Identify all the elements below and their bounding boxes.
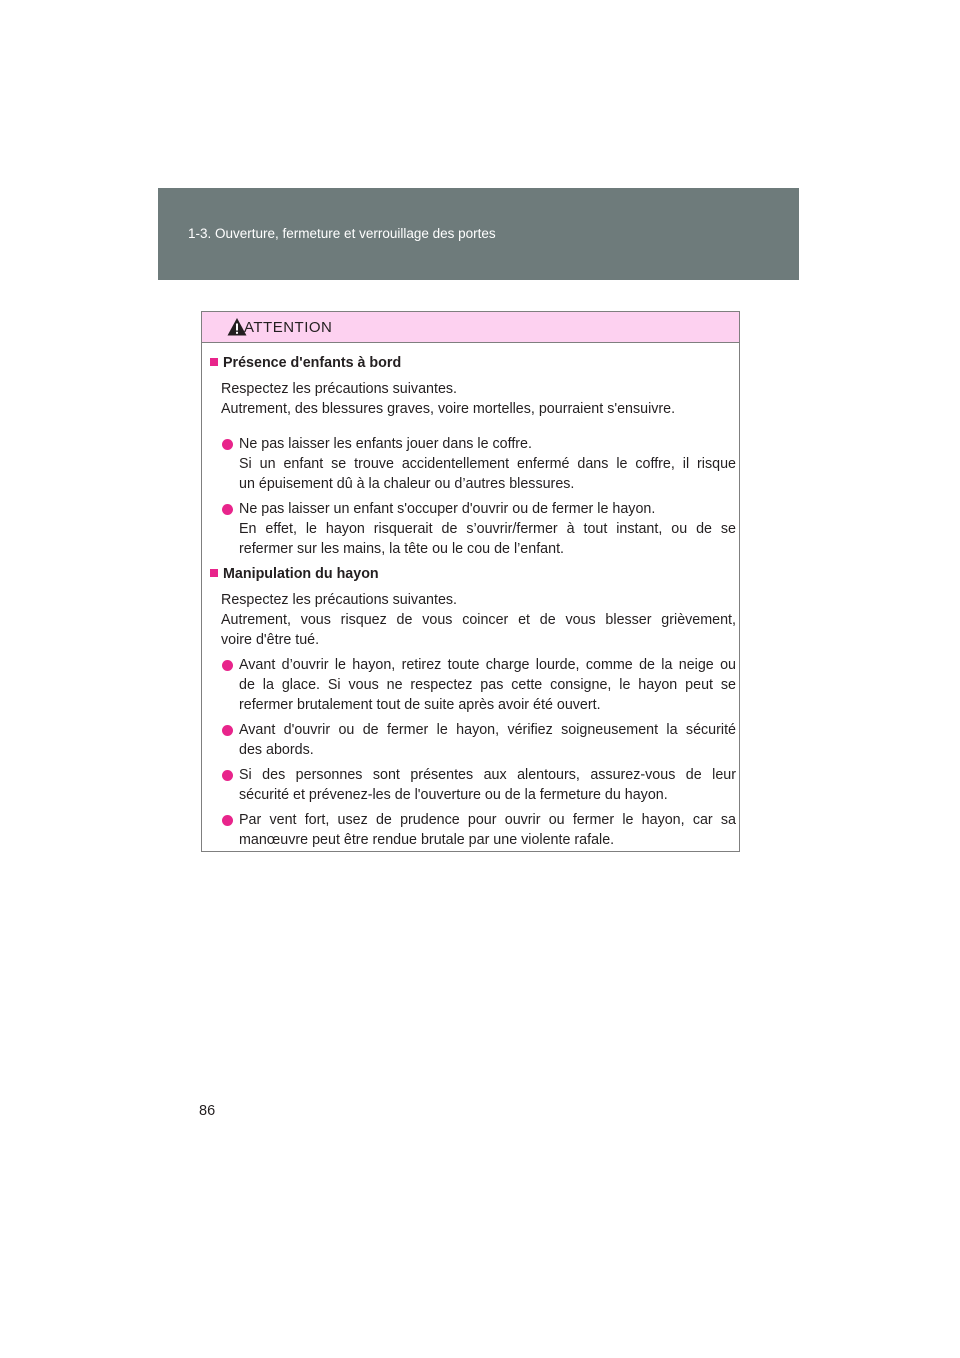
- square-bullet-icon: [210, 358, 218, 366]
- circle-bullet-icon: [222, 815, 233, 826]
- section-intro-children: Respectez les précautions suivantes. Autrement, des blessures graves, voire mortelles, pourraient s'ensuivre.: [221, 381, 676, 417]
- circle-bullet-icon: [222, 660, 233, 671]
- section-intro-tailgate: Respectez les précautions suivantes. Autrement, vous risquez de vous coincer et de vous blesser grièvement, voire d'être tué.: [221, 592, 736, 648]
- warning-title: ATTENTION: [244, 319, 333, 336]
- section-title: 1-3. Ouverture, fermeture et verrouillage des portes: [188, 226, 496, 241]
- section-header-band: [158, 188, 799, 280]
- circle-bullet-icon: [222, 770, 233, 781]
- section-heading-tailgate: Manipulation du hayon: [210, 564, 379, 584]
- bullet-item: Avant d'ouvrir ou de fermer le hayon, vérifiez soigneusement la sécurité des abords.: [239, 722, 736, 758]
- bullet-item: Ne pas laisser les enfants jouer dans le coffre. Si un enfant se trouve accidentellement enfermé dans le coffre, il risque un épuisement dû à la chaleur ou d’autres blessures.: [239, 436, 736, 492]
- bullet-item: Avant d’ouvrir le hayon, retirez toute charge lourde, comme de la neige ou de la glace. Si vous ne respectez pas cette consigne, le hayon peut se refermer brutalement tout de suite après avoir été ouvert.: [239, 657, 736, 713]
- bullet-item: Par vent fort, usez de prudence pour ouvrir ou fermer le hayon, car sa manœuvre peut être rendue brutale par une violente rafale.: [239, 812, 736, 848]
- section-heading-children: Présence d'enfants à bord: [210, 353, 401, 373]
- bullet-item: Ne pas laisser un enfant s'occuper d'ouvrir ou de fermer le hayon. En effet, le hayon risquerait de s’ouvrir/fermer à tout instant, ou de se refermer sur les mains, la tête ou le cou de l’enfant.: [239, 501, 736, 557]
- warning-title-bar: [202, 312, 739, 343]
- circle-bullet-icon: [222, 504, 233, 515]
- square-bullet-icon: [210, 569, 218, 577]
- bullet-item: Si des personnes sont présentes aux alentours, assurez-vous de leur sécurité et prévenez-les de l'ouverture ou de la fermeture du hayon.: [239, 767, 736, 803]
- page-number: 86: [199, 1103, 216, 1119]
- circle-bullet-icon: [222, 439, 233, 450]
- circle-bullet-icon: [222, 725, 233, 736]
- warning-box: [201, 311, 740, 852]
